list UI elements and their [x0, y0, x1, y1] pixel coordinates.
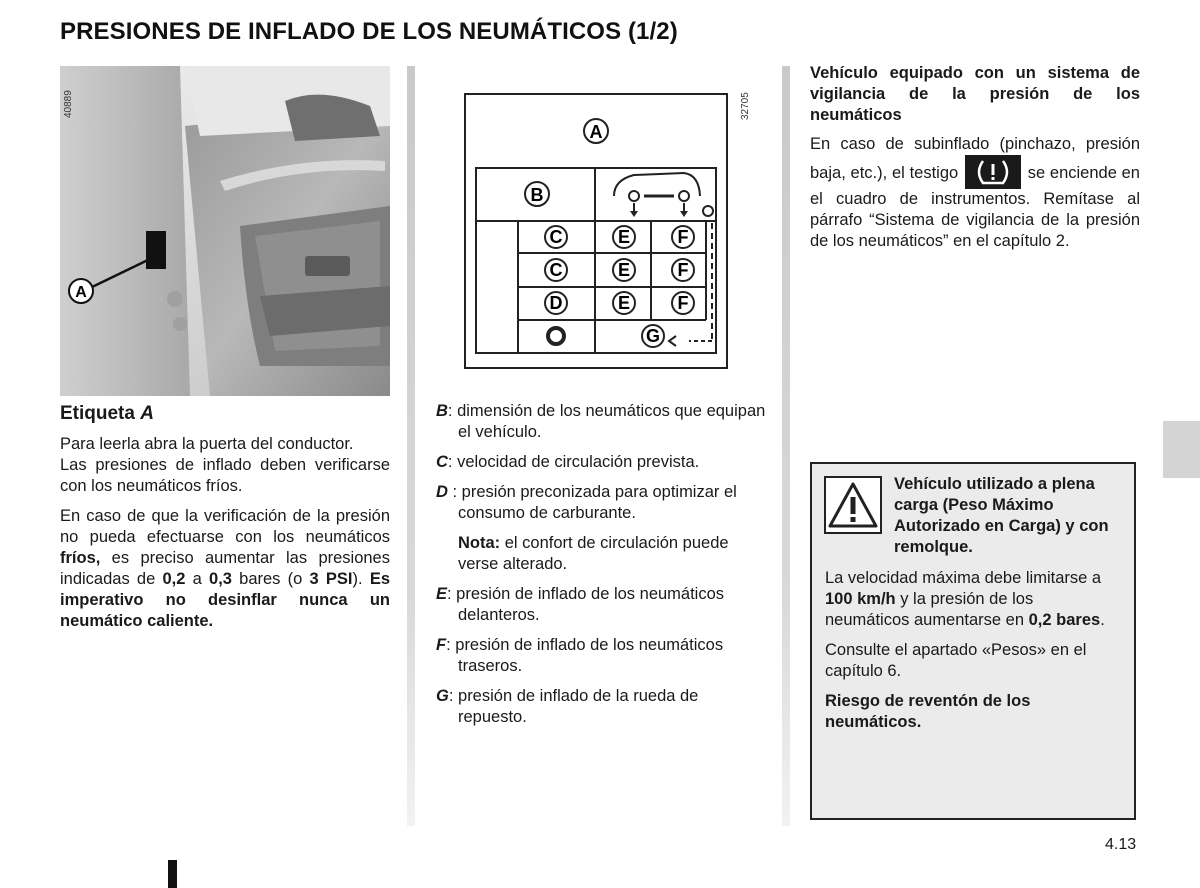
legend-item: G: presión de inflado de la rueda de repuesto. [436, 687, 699, 726]
legend-item: D : presión preconizada para optimizar el consumo de carburante. [436, 483, 737, 522]
paragraph: En caso de subinflado (pinchazo, presión baja, etc.), el testigo se enciende en el cuadro de instrumentos. Remítase al párrafo “Sistema de vigilancia de la presión de los neumáticos” en el capítulo 2. [810, 135, 1140, 250]
paragraph: La velocidad máxima debe limitarse a 100 km/h y la presión de los neumáticos aumentarse en 0,2 bares. [825, 569, 1105, 629]
diagram-label-g: G [645, 326, 661, 346]
legend-item: B: dimensión de los neumáticos que equipan el vehículo. [436, 402, 766, 441]
paragraph: Consulte el apartado «Pesos» en el capítulo 6. [825, 641, 1087, 680]
warning-icon [824, 476, 882, 534]
diagram-label-a: A [589, 122, 603, 142]
note: Nota: el confort de circulación puede verse alterado. [458, 534, 729, 573]
diagram-cell: C [549, 227, 563, 247]
figure-code-left: 40889 [63, 90, 74, 118]
paragraph: Riesgo de reventón de los neumáticos. [825, 692, 1031, 731]
paragraph: Las presiones de inflado deben verificarse con los neumáticos fríos. [60, 456, 390, 495]
spare-wheel-icon [548, 328, 564, 344]
warning-title: Vehículo utilizado a plena carga (Peso Máximo Autorizado en Carga) y con remolque. [894, 475, 1109, 556]
door-illustration [60, 66, 390, 396]
page-title: PRESIONES DE INFLADO DE LOS NEUMÁTICOS (1/2) [60, 18, 678, 45]
warning-box [810, 462, 1136, 820]
paragraph: Para leerla abra la puerta del conductor. [60, 435, 354, 453]
right-column [810, 63, 1140, 252]
diagram-cell: E [617, 293, 631, 313]
page-edge-mark [168, 860, 177, 888]
paragraph: En caso de que la verificación de la presión no pueda efectuarse con los neumáticos fríos, es preciso aumentar las presiones indicadas de 0,2 a 0,3 bares (o 3 PSI). Es imperativo no desinflar nunca un neumático caliente. [60, 507, 390, 630]
figure-code-mid: 32705 [740, 92, 751, 120]
tire-pressure-warning-icon [965, 155, 1021, 189]
diagram-label-b: B [530, 185, 544, 205]
callout-a: A [75, 284, 87, 301]
diagram-cell: F [677, 293, 689, 313]
column-divider-2 [782, 66, 790, 826]
diagram-cell: E [617, 227, 631, 247]
diagram-cell: C [549, 260, 563, 280]
legend-item: E: presión de inflado de los neumáticos delanteros. [436, 585, 725, 624]
label-heading: Etiqueta A [60, 403, 154, 424]
section-subhead: Vehículo equipado con un sistema de vigilancia de la presión de los neumáticos [810, 64, 1140, 124]
page-number: 4.13 [1105, 836, 1137, 853]
tire-label-diagram [464, 93, 728, 369]
column-divider-1 [407, 66, 415, 826]
chapter-tab [1163, 421, 1200, 478]
diagram-cell: F [677, 260, 689, 280]
diagram-cell: E [617, 260, 631, 280]
left-column [60, 403, 390, 641]
diagram-cell: F [677, 227, 689, 247]
legend-item: F: presión de inflado de los neumáticos traseros. [436, 636, 724, 675]
door-photo [60, 66, 390, 396]
middle-column [436, 401, 766, 737]
diagram-cell: D [549, 293, 563, 313]
legend-item: C: velocidad de circulación prevista. [436, 453, 700, 471]
